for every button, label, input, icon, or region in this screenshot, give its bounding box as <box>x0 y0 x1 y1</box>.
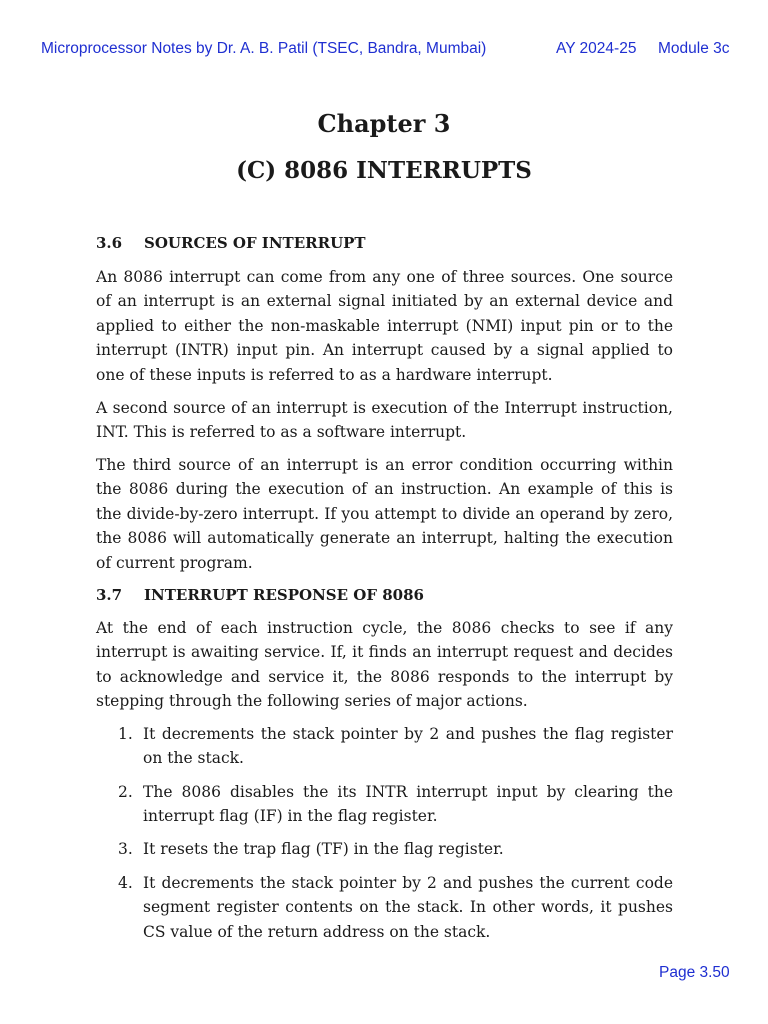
list-item-number: 4. <box>118 874 133 892</box>
list-item <box>118 837 673 861</box>
section-number: 3.7 <box>96 586 123 604</box>
running-header-year: AY 2024-25 <box>556 40 637 57</box>
list-item-number: 3. <box>118 840 133 858</box>
paragraph: A second source of an interrupt is execution of the Interrupt instruction, INT. This is referred to as a software interrupt. <box>96 399 673 442</box>
list-item-text: The 8086 disables the its INTR interrupt input by clearing the interrupt flag (IF) in the flag register. <box>143 783 673 826</box>
chapter-label: Chapter 3 <box>317 109 451 138</box>
list-item-text: It decrements the stack pointer by 2 and pushes the current code segment register contents on the stack. In other words, it pushes CS value of the return address on the stack. <box>143 874 673 941</box>
list-item-text: It decrements the stack pointer by 2 and pushes the flag register on the stack. <box>143 725 673 768</box>
page-number: Page 3.50 <box>659 964 730 981</box>
section-title: SOURCES OF INTERRUPT <box>144 234 366 252</box>
list-item-number: 1. <box>118 725 133 743</box>
section-number: 3.6 <box>96 234 123 252</box>
running-header-title: Microprocessor Notes by Dr. A. B. Patil (TSEC, Bandra, Mumbai) <box>41 40 487 57</box>
section-heading-3-6 <box>96 232 676 254</box>
list-item-number: 2. <box>118 783 133 801</box>
list-item-text: It resets the trap flag (TF) in the flag register. <box>143 840 504 858</box>
list-item <box>118 722 673 771</box>
paragraph: An 8086 interrupt can come from any one of three sources. One source of an interrupt is an external signal initiated by an external device and applied to either the non-maskable interrupt (NMI) input pin or to the interrupt (INTR) input pin. An interrupt caused by a signal applied to one of these inputs is referred to as a hardware interrupt. <box>96 268 673 384</box>
list-item <box>118 871 673 944</box>
paragraph: At the end of each instruction cycle, the 8086 checks to see if any interrupt is awaiting service. If, it finds an interrupt request and decides to acknowledge and service it, the 8086 responds to the interrupt by stepping through the following series of major actions. <box>96 619 673 711</box>
list-item <box>118 780 673 829</box>
paragraph: The third source of an interrupt is an error condition occurring within the 8086 during the execution of an instruction. An example of this is the divide-by-zero interrupt. If you attempt to divide an operand by zero, the 8086 will automatically generate an interrupt, halting the execution of current program. <box>96 456 673 572</box>
section-title: INTERRUPT RESPONSE OF 8086 <box>144 586 424 604</box>
section-heading-3-7 <box>96 584 676 606</box>
running-header-module: Module 3c <box>658 40 730 57</box>
chapter-title: (C) 8086 INTERRUPTS <box>236 157 532 184</box>
